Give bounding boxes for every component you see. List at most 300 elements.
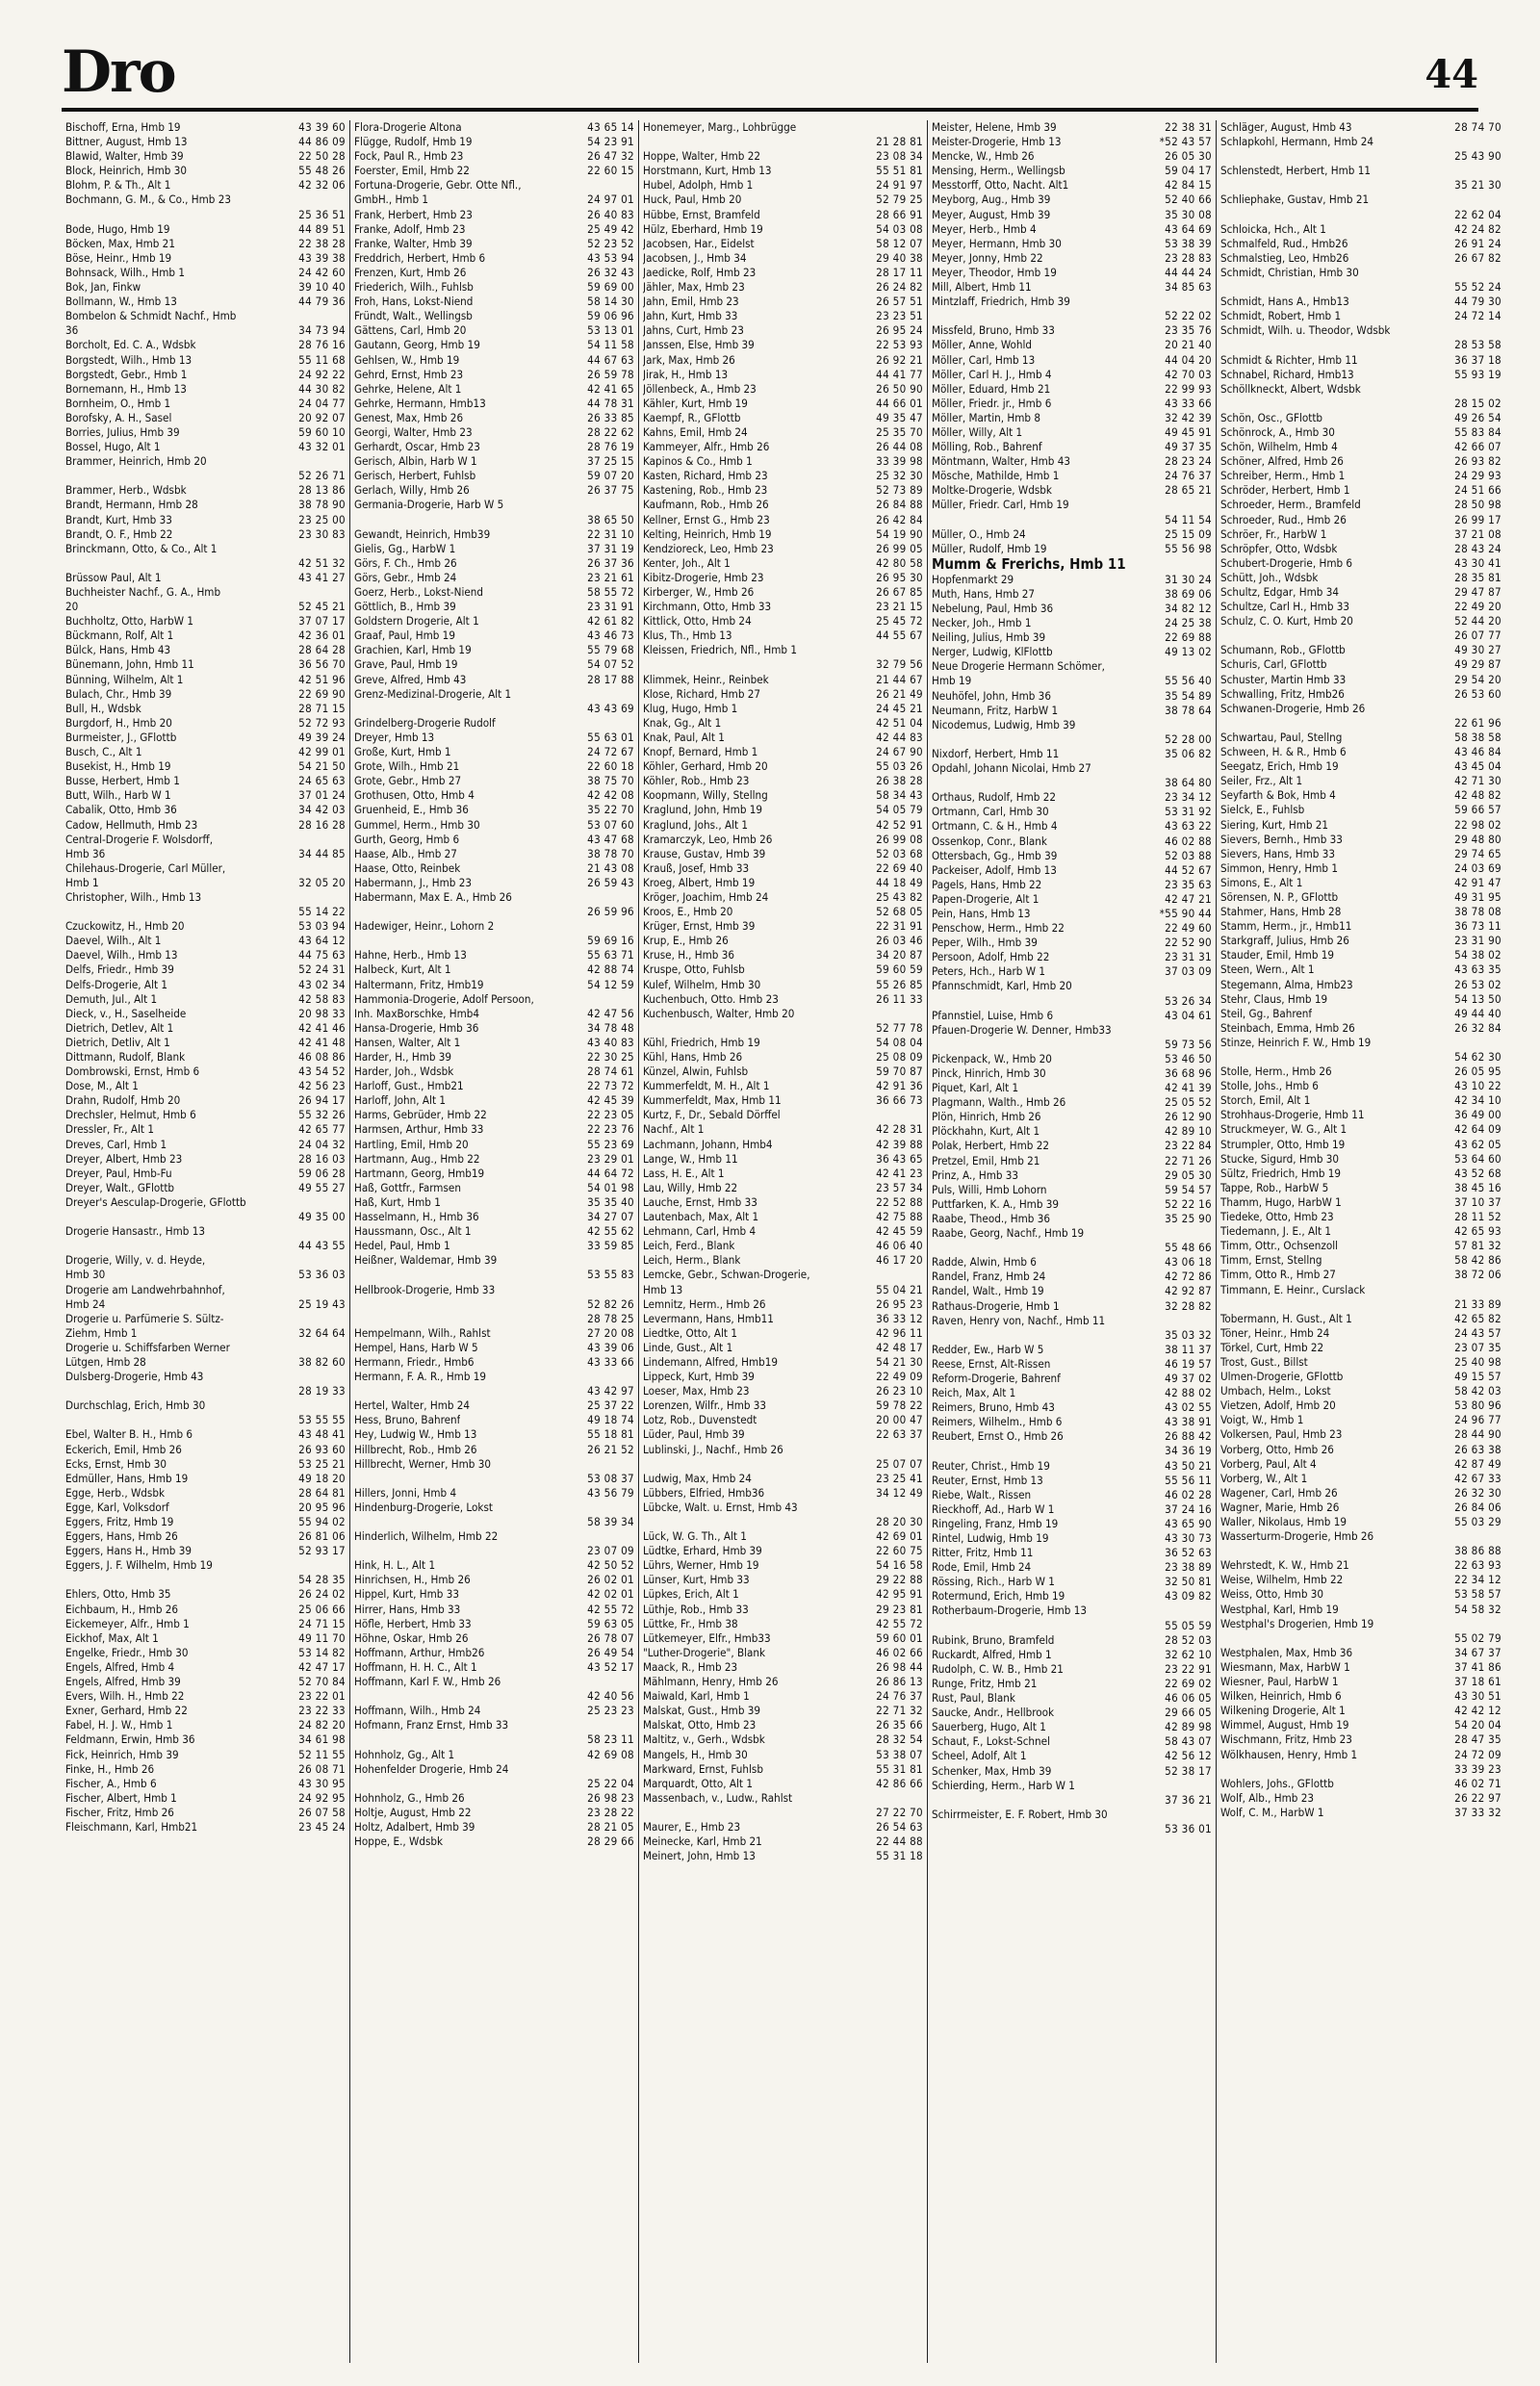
entry-name: Schlapkohl, Hermann, Hmb 24: [1220, 135, 1373, 149]
directory-entry: [1220, 1152, 1502, 1167]
entry-name: Seegatz, Erich, Hmb 19: [1220, 759, 1339, 774]
entry-phone: 53 38 39: [1165, 236, 1212, 250]
directory-entry: [932, 630, 1212, 645]
entry-phone: 55 04 21: [876, 1282, 923, 1296]
directory-entry: [354, 1820, 634, 1834]
directory-entry: [932, 892, 1212, 907]
entry-name: Nicodemus, Ludwig, Hmb 39: [932, 717, 1076, 731]
entry-name: Schütt, Joh., Wdsbk: [1220, 570, 1319, 584]
directory-entry: [932, 1706, 1212, 1720]
entry-phone: 25 43 90: [1454, 149, 1502, 164]
entry-name: Knak, Gg., Alt 1: [643, 715, 722, 730]
entry-name: Dose, M., Alt 1: [65, 1079, 139, 1093]
entry-phone: 49 29 87: [1454, 657, 1502, 672]
directory-entry: [643, 1573, 923, 1587]
entry-name: Starkgraff, Julius, Hmb 26: [1220, 934, 1349, 948]
entry-name: Pfannstiel, Luise, Hmb 6: [932, 1008, 1054, 1022]
directory-entry: [1220, 1224, 1502, 1239]
entry-name: Schwalling, Fritz, Hmb26: [1220, 686, 1345, 701]
entry-phone: 26 99 05: [876, 541, 923, 555]
entry-phone: 58 43 07: [1165, 1734, 1212, 1749]
entry-name: Levermann, Hans, Hmb11: [643, 1311, 774, 1325]
directory-entry: [1220, 1398, 1502, 1413]
entry-name: Strumpler, Otto, Hmb 19: [1220, 1137, 1346, 1151]
entry-phone: 59 66 57: [1454, 803, 1502, 817]
entry-name: Massenbach, v., Ludw., Rahlst: [643, 1790, 793, 1805]
entry-phone: 23 21 15: [876, 600, 923, 614]
entry-phone: 52 79 25: [876, 192, 923, 207]
directory-entry: [65, 803, 346, 817]
entry-phone: 25 22 04: [587, 1776, 634, 1790]
entry-name: Struckmeyer, W. G., Alt 1: [1220, 1122, 1348, 1137]
directory-entry: [354, 905, 634, 919]
directory-entry: [354, 571, 634, 585]
directory-entry: [354, 745, 634, 759]
entry-name: Saucke, Andr., Hellbrook: [932, 1706, 1055, 1720]
directory-entry: [1220, 673, 1502, 687]
entry-name: Peper, Wilh., Hmb 39: [932, 936, 1038, 950]
entry-name: Fründt, Walt., Wellingsb: [354, 309, 473, 323]
entry-phone: 24 71 15: [298, 1616, 346, 1630]
directory-entry: [643, 527, 923, 542]
directory-entry: [643, 1297, 923, 1312]
directory-entry: [354, 629, 634, 643]
directory-entry: [354, 135, 634, 149]
entry-name: Harmsen, Arthur, Hmb 33: [354, 1122, 484, 1137]
entry-name: Eggers, Hans H., Hmb 39: [65, 1544, 192, 1558]
directory-entry: [1220, 847, 1502, 861]
entry-name: Pretzel, Emil, Hmb 21: [932, 1153, 1040, 1167]
entry-name: Hedel, Paul, Hmb 1: [354, 1239, 450, 1253]
entry-phone: 26 50 90: [876, 381, 923, 396]
directory-entry: [1220, 1312, 1502, 1326]
entry-name: Sauerberg, Hugo, Alt 1: [932, 1720, 1046, 1734]
entry-name: Bornheim, O., Hmb 1: [65, 396, 171, 410]
directory-entry: [1220, 178, 1502, 192]
directory-entry: [65, 1079, 346, 1093]
entry-phone: 55 93 19: [1454, 367, 1502, 381]
directory-entry: [643, 1355, 923, 1370]
entry-name: Hink, H. L., Alt 1: [354, 1558, 436, 1573]
entry-phone: 26 78 07: [587, 1630, 634, 1645]
entry-name: Schöllkneckt, Albert, Wdsbk: [1220, 381, 1361, 396]
entry-phone: 53 64 60: [1454, 1151, 1502, 1166]
entry-phone: 28 16 03: [298, 1151, 346, 1166]
entry-phone: 42 88 02: [1165, 1386, 1212, 1400]
entry-phone: 26 98 44: [876, 1659, 923, 1674]
entry-name: Borofsky, A. H., Sasel: [65, 410, 172, 424]
entry-phone: 22 71 32: [876, 1704, 923, 1718]
entry-phone: 22 44 88: [876, 1834, 923, 1849]
entry-name: Hellbrook-Drogerie, Hmb 33: [354, 1282, 496, 1296]
entry-name: Neumann, Fritz, HarbW 1: [932, 703, 1059, 717]
entry-phone: 46 19 57: [1165, 1356, 1212, 1371]
entry-phone: 42 86 66: [876, 1776, 923, 1790]
entry-phone: 34 73 94: [298, 323, 346, 338]
directory-entry: [932, 237, 1212, 251]
directory-entry: [65, 411, 346, 425]
entry-name: Lange, W., Hmb 11: [643, 1151, 738, 1166]
directory-entry: [65, 962, 346, 977]
entry-phone: 24 92 95: [298, 1790, 346, 1805]
entry-name: Hartmann, Georg, Hmb19: [354, 1166, 485, 1180]
directory-entry: [354, 556, 634, 571]
entry-phone: 25 43 82: [876, 889, 923, 904]
entry-name: Göttlich, B., Hmb 39: [354, 600, 456, 614]
entry-phone: 38 78 08: [1454, 905, 1502, 919]
directory-entry: [1220, 192, 1502, 207]
entry-name: Kaempf, R., GFlottb: [643, 410, 741, 424]
entry-phone: 21 43 08: [587, 860, 634, 875]
directory-entry: [643, 1689, 923, 1704]
entry-phone: 43 39 38: [298, 250, 346, 265]
entry-phone: 23 22 33: [298, 1704, 346, 1718]
entry-name: Hirrer, Hans, Hmb 33: [354, 1602, 461, 1616]
directory-entry: [354, 1646, 634, 1660]
entry-name: Wohlers, Johs., GFlottb: [1220, 1776, 1334, 1790]
entry-phone: 22 30 25: [587, 1050, 634, 1064]
entry-name: Hmb 24: [65, 1296, 106, 1311]
entry-name: Mumm & Frerichs, Hmb 11: [932, 555, 1126, 573]
entry-phone: 54 03 08: [876, 221, 923, 236]
entry-name: Hmb 30: [65, 1268, 106, 1282]
directory-entry: [65, 1326, 346, 1341]
directory-entry: [65, 338, 346, 352]
entry-name: Krause, Gustav, Hmb 39: [643, 846, 766, 860]
entry-name: Bünemann, John, Hmb 11: [65, 657, 194, 672]
directory-entry: [354, 120, 634, 135]
entry-name: Schwartau, Paul, Stellng: [1220, 730, 1343, 744]
entry-name: Stehr, Claus, Hmb 19: [1220, 991, 1328, 1006]
entry-phone: 24 91 97: [876, 178, 923, 192]
directory-entry: [1220, 1791, 1502, 1806]
directory-entry: [643, 890, 923, 905]
directory-entry: [643, 295, 923, 309]
entry-name: Missfeld, Bruno, Hmb 33: [932, 323, 1055, 338]
directory-entry: [932, 1241, 1212, 1255]
directory-entry: [354, 1544, 634, 1558]
entry-phone: 26 59 96: [587, 905, 634, 919]
entry-name: Lemcke, Gebr., Schwan-Drogerie,: [643, 1268, 810, 1282]
entry-name: Gruenheid, E., Hmb 36: [354, 803, 469, 817]
entry-phone: 49 35 00: [298, 1210, 346, 1224]
directory-entry: [354, 992, 634, 1007]
directory-entry: [643, 1065, 923, 1079]
directory-entry: [354, 876, 634, 890]
directory-entry: [643, 1021, 923, 1036]
directory-entry: [643, 1122, 923, 1137]
directory-entry: [643, 1704, 923, 1718]
entry-name: Dietrich, Detlev, Alt 1: [65, 1020, 174, 1035]
entry-phone: 54 13 50: [1454, 991, 1502, 1006]
directory-entry: [1220, 1748, 1502, 1762]
directory-entry: [643, 745, 923, 759]
directory-entry: [65, 1167, 346, 1181]
entry-phone: 23 34 12: [1165, 790, 1212, 805]
directory-entry: [932, 1052, 1212, 1066]
entry-phone: 23 35 76: [1165, 323, 1212, 338]
directory-entry: [932, 979, 1212, 993]
directory-entry: [354, 1341, 634, 1355]
directory-entry: [354, 1079, 634, 1093]
entry-name: Central-Drogerie F. Wolsdorff,: [65, 832, 214, 846]
entry-name: Bohnsack, Wilh., Hmb 1: [65, 265, 185, 279]
directory-entry: [643, 1283, 923, 1297]
entry-phone: 26 03 46: [876, 934, 923, 948]
entry-phone: 42 80 58: [876, 555, 923, 570]
directory-entry: [354, 411, 634, 425]
directory-entry: [1220, 1370, 1502, 1384]
entry-name: Hermann, F. A. R., Hmb 19: [354, 1370, 487, 1384]
entry-name: Freddrich, Herbert, Hmb 6: [354, 250, 486, 265]
entry-name: Honemeyer, Marg., Lohbrügge: [643, 120, 797, 134]
entry-name: Busch, C., Alt 1: [65, 745, 142, 759]
entry-phone: 29 05 30: [1165, 1167, 1212, 1182]
entry-name: Schröpfer, Otto, Wdsbk: [1220, 541, 1338, 555]
directory-entry: [1220, 1181, 1502, 1195]
entry-name: Busse, Herbert, Hmb 1: [65, 774, 180, 788]
directory-entry: [1220, 716, 1502, 731]
entry-phone: 37 24 16: [1165, 1501, 1212, 1516]
entry-name: Lotz, Rob., Duvenstedt: [643, 1413, 757, 1427]
entry-name: Randel, Franz, Hmb 24: [932, 1270, 1046, 1284]
entry-phone: 55 56 11: [1165, 1473, 1212, 1487]
entry-phone: 42 67 33: [1454, 1471, 1502, 1485]
directory-entry: [354, 1268, 634, 1282]
entry-name: Runge, Fritz, Hmb 21: [932, 1676, 1038, 1690]
directory-entry: [932, 323, 1212, 338]
entry-phone: 46 02 71: [1454, 1776, 1502, 1790]
entry-name: Prinz, A., Hmb 33: [932, 1167, 1019, 1182]
directory-entry: [65, 498, 346, 512]
directory-entry: [932, 397, 1212, 411]
entry-name: Schönrock, A., Hmb 30: [1220, 424, 1335, 439]
entry-name: Grenz-Medizinal-Drogerie, Alt 1: [354, 686, 512, 701]
directory-entry: [354, 1297, 634, 1312]
directory-entry: [1220, 513, 1502, 527]
entry-phone: 42 41 46: [298, 1020, 346, 1035]
directory-entry: [65, 1007, 346, 1021]
directory-entry: [65, 1762, 346, 1777]
directory-entry: [65, 1181, 346, 1195]
entry-phone: 43 52 68: [1454, 1166, 1502, 1180]
directory-entry: [354, 1834, 634, 1849]
entry-name: Nebelung, Paul, Hmb 36: [932, 602, 1054, 615]
entry-phone: 28 35 81: [1454, 570, 1502, 584]
entry-name: Kenter, Joh., Alt 1: [643, 555, 731, 570]
entry-name: Hmb 36: [65, 846, 106, 860]
entry-phone: 43 48 41: [298, 1427, 346, 1442]
directory-entry: [932, 295, 1212, 309]
directory-entry: [1220, 1587, 1502, 1602]
entry-phone: 22 50 28: [298, 149, 346, 164]
directory-entry: [1220, 948, 1502, 962]
entry-name: Meister, Helene, Hmb 39: [932, 120, 1057, 134]
entry-phone: 22 23 05: [587, 1108, 634, 1122]
entry-phone: 42 95 91: [876, 1587, 923, 1602]
entry-phone: 43 06 18: [1165, 1255, 1212, 1270]
entry-name: Scheel, Adolf, Alt 1: [932, 1749, 1027, 1763]
entry-name: Fleischmann, Karl, Hmb21: [65, 1819, 198, 1834]
entry-name: Schumann, Rob., GFlottb: [1220, 643, 1346, 657]
entry-phone: 55 83 84: [1454, 424, 1502, 439]
entry-phone: 22 52 90: [1165, 936, 1212, 950]
entry-phone: 55 11 68: [298, 352, 346, 367]
entry-phone: 24 67 90: [876, 745, 923, 759]
entry-name: Gehrke, Helene, Alt 1: [354, 381, 462, 396]
directory-entry: [932, 454, 1212, 469]
entry-phone: 36 68 96: [1165, 1066, 1212, 1080]
directory-entry: [643, 643, 923, 657]
directory-entry: [932, 135, 1212, 149]
entry-name: Görs, F. Ch., Hmb 26: [354, 555, 457, 570]
entry-phone: 49 15 57: [1454, 1370, 1502, 1384]
entry-name: Klus, Th., Hmb 13: [643, 629, 732, 643]
entry-phone: 33 59 85: [587, 1239, 634, 1253]
directory-entry: [65, 1355, 346, 1370]
entry-name: Kuchenbusch, Walter, Hmb 20: [643, 1006, 795, 1020]
entry-phone: 25 37 22: [587, 1398, 634, 1413]
directory-entry: [643, 657, 923, 672]
entry-name: Pickenpack, W., Hmb 20: [932, 1051, 1052, 1065]
directory-entry: [932, 602, 1212, 616]
entry-name: Borries, Julius, Hmb 39: [65, 424, 180, 439]
entry-name: Kähler, Kurt, Hmb 19: [643, 396, 748, 410]
entry-phone: 52 72 93: [298, 715, 346, 730]
directory-entry: [65, 1413, 346, 1427]
entry-phone: 46 02 66: [876, 1645, 923, 1659]
entry-name: Leich, Ferd., Blank: [643, 1239, 735, 1253]
entry-phone: 55 03 26: [876, 759, 923, 774]
directory-entry: [643, 1544, 923, 1558]
directory-entry: [354, 1210, 634, 1224]
directory-entry: [932, 527, 1212, 542]
directory-entry: [932, 1226, 1212, 1241]
entry-phone: 58 42 03: [1454, 1384, 1502, 1398]
entry-name: Jahn, Kurt, Hmb 33: [643, 309, 738, 323]
directory-entry: [354, 919, 634, 934]
directory-entry: [932, 834, 1212, 849]
entry-name: Daevel, Wilh., Alt 1: [65, 934, 162, 948]
directory-entry: [643, 1806, 923, 1820]
entry-name: Stegemann, Alma, Hmb23: [1220, 977, 1353, 991]
directory-entry: [354, 295, 634, 309]
directory-entry: [643, 600, 923, 614]
entry-phone: 42 99 01: [298, 745, 346, 759]
directory-entry: [932, 964, 1212, 979]
directory-entry: [65, 614, 346, 629]
entry-phone: 42 69 01: [876, 1529, 923, 1544]
entry-phone: 42 91 47: [1454, 875, 1502, 889]
entry-phone: 26 92 21: [876, 352, 923, 367]
directory-entry: [1220, 1646, 1502, 1660]
entry-phone: 59 73 56: [1165, 1037, 1212, 1051]
directory-entry: [65, 948, 346, 962]
entry-name: Jahns, Curt, Hmb 23: [643, 323, 744, 338]
entry-name: Lass, H. E., Alt 1: [643, 1166, 725, 1180]
directory-entry: [354, 803, 634, 817]
entry-name: Schlenstedt, Herbert, Hmb 11: [1220, 164, 1371, 178]
entry-phone: 37 36 21: [1165, 1792, 1212, 1807]
directory-entry: [643, 1732, 923, 1747]
directory-entry: [1220, 1472, 1502, 1486]
entry-phone: 28 22 62: [587, 424, 634, 439]
entry-phone: 42 51 32: [298, 555, 346, 570]
entry-name: Simons, E., Alt 1: [1220, 875, 1303, 889]
directory-entry: [932, 1255, 1212, 1270]
directory-entry: [354, 513, 634, 527]
entry-name: Fick, Heinrich, Hmb 39: [65, 1747, 179, 1761]
entry-phone: 42 56 23: [298, 1079, 346, 1093]
directory-entry: [932, 718, 1212, 732]
entry-name: Krüger, Ernst, Hmb 39: [643, 919, 756, 934]
directory-entry: [932, 1444, 1212, 1458]
entry-phone: 25 05 52: [1165, 1095, 1212, 1110]
entry-phone: 53 03 94: [298, 919, 346, 934]
entry-phone: 29 40 38: [876, 250, 923, 265]
entry-name: Evers, Wilh. H., Hmb 22: [65, 1689, 185, 1704]
entry-phone: 35 21 30: [1454, 178, 1502, 192]
directory-entry: [65, 178, 346, 192]
entry-phone: 43 64 12: [298, 934, 346, 948]
entry-phone: 34 20 87: [876, 948, 923, 962]
entry-phone: 23 07 09: [587, 1544, 634, 1558]
entry-phone: 42 87 49: [1454, 1456, 1502, 1471]
directory-entry: [643, 1239, 923, 1253]
entry-name: Böcken, Max, Hmb 21: [65, 236, 175, 250]
entry-name: Bollmann, W., Hmb 13: [65, 295, 177, 309]
entry-phone: 23 22 01: [298, 1689, 346, 1704]
entry-phone: 53 58 57: [1454, 1587, 1502, 1602]
entry-phone: 22 60 18: [587, 759, 634, 774]
directory-entry: [932, 994, 1212, 1009]
entry-name: Görs, Gebr., Hmb 24: [354, 570, 457, 584]
entry-phone: 20 95 96: [298, 1500, 346, 1514]
entry-name: Wolf, C. M., HarbW 1: [1220, 1805, 1324, 1819]
entry-name: Kleissen, Friedrich, Nfl., Hmb 1: [643, 643, 798, 657]
entry-name: Kellner, Ernst G., Hmb 23: [643, 512, 770, 526]
directory-entry: [932, 1517, 1212, 1531]
entry-name: Kummerfeldt, M. H., Alt 1: [643, 1079, 770, 1093]
entry-phone: 28 32 54: [876, 1732, 923, 1747]
entry-phone: 38 11 37: [1165, 1342, 1212, 1356]
directory-entry: [1220, 1355, 1502, 1370]
entry-phone: 26 37 75: [587, 483, 634, 498]
directory-entry: [354, 1007, 634, 1021]
entry-name: Reuter, Christ., Hmb 19: [932, 1458, 1050, 1473]
entry-name: Hülz, Eberhard, Hmb 19: [643, 221, 763, 236]
entry-phone: 43 02 55: [1165, 1400, 1212, 1415]
entry-name: Lorenzen, Wilfr., Hmb 33: [643, 1398, 767, 1413]
entry-phone: 29 47 87: [1454, 585, 1502, 599]
directory-entry: [354, 1122, 634, 1137]
entry-phone: 32 62 10: [1165, 1647, 1212, 1661]
entry-name: Delfs, Friedr., Hmb 39: [65, 962, 174, 977]
entry-phone: 26 49 54: [587, 1645, 634, 1659]
entry-phone: 54 58 32: [1454, 1602, 1502, 1616]
entry-name: Brüssow Paul, Alt 1: [65, 570, 162, 584]
entry-name: Lünser, Kurt, Hmb 33: [643, 1573, 750, 1587]
directory-entry: [1220, 1573, 1502, 1587]
directory-entry: [932, 542, 1212, 556]
entry-name: Bittner, August, Hmb 13: [65, 135, 188, 149]
entry-phone: 22 23 76: [587, 1122, 634, 1137]
directory-entry: [643, 934, 923, 948]
entry-name: Habermann, J., Hmb 23: [354, 875, 472, 889]
entry-phone: 24 43 57: [1454, 1325, 1502, 1340]
entry-phone: 43 63 22: [1165, 819, 1212, 834]
entry-name: Maltitz, v., Gerh., Wdsbk: [643, 1732, 765, 1747]
